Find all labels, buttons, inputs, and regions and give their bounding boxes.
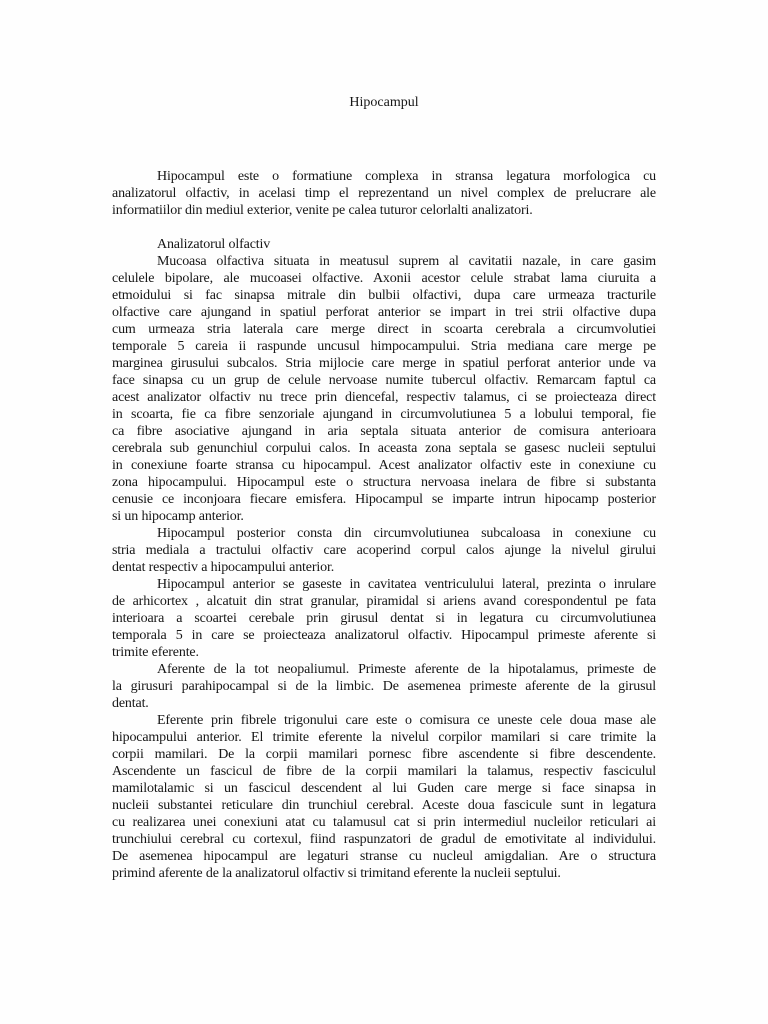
body-line: face sinapsa cu un grup de celule nervoase numite tubercul olfactiv. Remarcam faptul ca [112, 373, 656, 388]
body-line: Analizatorul olfactiv [157, 237, 271, 252]
body-line: in scoarta, fie ca fibre senzoriale ajungand in circumvolutiunea 5 a lobului temporal, fie [112, 407, 656, 422]
body-line: etmoidului si fac sinapsa mitrale din bulbii olfactivi, dupa care urmeaza tracturile [112, 288, 656, 303]
body-line: temporala 5 in care se proiecteaza analizatorul olfactiv. Hipocampul primeste aferente si [112, 628, 656, 643]
body-line: trimite eferente. [112, 645, 199, 660]
body-line: acest analizator olfactiv nu trece prin diencefal, respectiv talamus, ci se proiecteaza direct [112, 390, 656, 405]
body-line: informatiilor din mediul exterior, venite pe calea tuturor celorlalti analizatori. [112, 203, 533, 218]
document-title: Hipocampul [349, 95, 419, 110]
body-line: Mucoasa olfactiva situata in meatusul suprem al cavitatii nazale, in care gasim [157, 254, 656, 269]
body-line: nucleii substantei reticulare din trunchiul cerebral. Aceste doua fascicule sunt in legatura [112, 798, 656, 813]
body-line: dentat respectiv a hipocampului anterior. [112, 560, 335, 575]
body-line: De asemenea hipocampul are legaturi stranse cu nucleul amigdalian. Are o structura [112, 849, 656, 864]
body-line: dentat. [112, 696, 149, 711]
body-line: trunchiului cerebral cu cortexul, fiind raspunzatori de gradul de emotivitate al individului. [112, 832, 656, 847]
body-line: corpii mamilari. De la corpii mamilari pornesc fibre ascendente si fibre descendente. [112, 747, 656, 762]
body-line: Hipocampul anterior se gaseste in cavitatea ventriculului lateral, prezinta o inrulare [157, 577, 656, 592]
body-line: Eferente prin fibrele trigonului care este o comisura ce uneste cele doua mase ale [157, 713, 656, 728]
body-line: stria mediala a tractului olfactiv care acoperind corpul calos ajunge la nivelul girului [112, 543, 656, 558]
body-line: Hipocampul posterior consta din circumvolutiunea subcaloasa in conexiune cu [157, 526, 656, 541]
body-line: temporale 5 careia ii raspunde uncusul himpocampului. Stria mediana care merge pe [112, 339, 656, 354]
body-line: hipocampului anterior. El trimite eferente la nivelul corpilor mamilari si care trimite la [112, 730, 656, 745]
body-line: mamilotalamic si un fascicul descendent al lui Guden care merge si face sinapsa in [112, 781, 656, 796]
body-line: cerebrala sub genunchiul corpului calos. In aceasta zona septala se gasesc nucleii septului [112, 441, 656, 456]
body-line: marginea girusului subcalos. Stria mijlocie care merge in spatiul perforat anterior unde va [112, 356, 656, 371]
body-line: analizatorul olfactiv, in acelasi timp el reprezentand un nivel complex de prelucrare ale [112, 186, 656, 201]
body-line: primind aferente de la analizatorul olfactiv si trimitand eferente la nucleii septului. [112, 866, 561, 881]
body-line: Ascendente un fascicul de fibre de la corpii mamilari la talamus, respectiv fasciculul [112, 764, 656, 779]
body-line: olfactive care ajungand in spatiul perforat anterior se impart in trei strii olfactive dupa [112, 305, 656, 320]
body-line: cum urmeaza stria laterala care merge direct in scoarta cerebrala a circumvolutiei [112, 322, 656, 337]
body-line: la girusuri parahipocampal si de la limbic. De asemenea primeste aferente de la girusul [112, 679, 656, 694]
body-line: interioara a scoartei cerebale prin girusul dentat si in legatura cu circumvolutiunea [112, 611, 656, 626]
body-line: Aferente de la tot neopaliumul. Primeste aferente de la hipotalamus, primeste de [157, 662, 656, 677]
body-line: si un hipocamp anterior. [112, 509, 244, 524]
body-line: de arhicortex , alcatuit din strat granular, piramidal si ariens avand corespondentul pe fata [112, 594, 656, 609]
body-line: cu realizarea unei conexiuni atat cu talamusul cat si prin intermediul nucleilor reticulari ai [112, 815, 656, 830]
body-line: zona hipocampului. Hipocampul este o structura nervoasa inelara de fibre si substanta [112, 475, 656, 490]
body-line: ca fibre asociative ajungand in aria septala situata anterior de comisura anterioara [112, 424, 656, 439]
body-line: celulele bipolare, ale mucoasei olfactive. Axonii acestor celule strabat lama ciuruita a [112, 271, 656, 286]
body-line: cenusie ce inconjoara fiecare emisfera. Hipocampul se imparte intrun hipocamp posterior [112, 492, 656, 507]
body-line: in conexiune foarte stransa cu hipocampul. Acest analizator olfactiv este in conexiune cu [112, 458, 656, 473]
body-line: Hipocampul este o formatiune complexa in stransa legatura morfologica cu [157, 169, 656, 184]
